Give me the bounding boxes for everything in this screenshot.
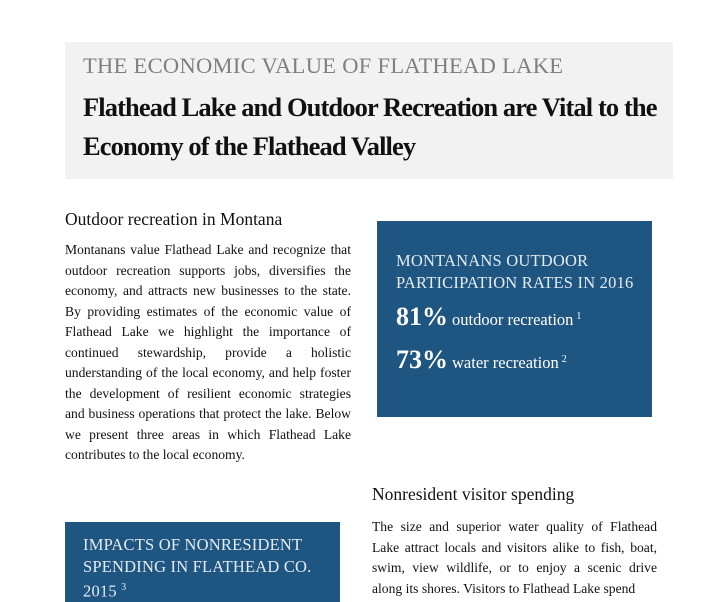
section-title-outdoor-recreation: Outdoor recreation in Montana: [65, 209, 283, 229]
document-headline: Flathead Lake and Outdoor Recreation are Vital to the Economy of the Flathead Valley: [83, 92, 657, 161]
stat-outdoor-recreation: [396, 302, 581, 332]
outdoor-recreation-paragraph: Montanans value Flathead Lake and recognize that outdoor recreation supports jobs, diversifies the economy, and attracts new businesses to the state. By providing estimates of the economic value of Flathead Lake we highlight the importance of continued stewardship, provide a holistic understanding of the local economy, and help foster the development of resilient economic strategies and business operations that protect the lake. Below we present three areas in which Flathead Lake contributes to the local economy.: [65, 242, 351, 462]
footnote-marker: 2: [561, 354, 567, 365]
section-title-nonresident-spending: Nonresident visitor spending: [372, 484, 575, 504]
stat-value: 81%: [396, 302, 448, 331]
stat-label: outdoor recreation: [452, 310, 574, 329]
footnote-marker: 1: [576, 311, 582, 322]
header-banner: [65, 42, 673, 179]
stat-value: 73%: [396, 345, 448, 374]
nonresident-impacts-callout: [65, 522, 340, 602]
stat-water-recreation: [396, 345, 567, 375]
participation-box-title: MONTANANS OUTDOOR PARTICIPATION RATES IN 2016: [396, 251, 634, 292]
participation-rates-callout: [377, 221, 652, 417]
impacts-box-title: [83, 534, 328, 602]
impacts-title-text: IMPACTS OF NONRESIDENT SPENDING IN FLATHEAD CO. 2015: [83, 535, 312, 601]
footnote-marker: 3: [121, 582, 127, 593]
document-kicker: THE ECONOMIC VALUE OF FLATHEAD LAKE: [83, 53, 564, 78]
stat-label: water recreation: [452, 353, 559, 372]
nonresident-spending-paragraph: The size and superior water quality of Flathead Lake attract locals and visitors alike to fish, boat, swim, view wildlife, or to enjoy a scenic drive along its shores. Visitors to Flathead Lake spend: [372, 519, 657, 596]
